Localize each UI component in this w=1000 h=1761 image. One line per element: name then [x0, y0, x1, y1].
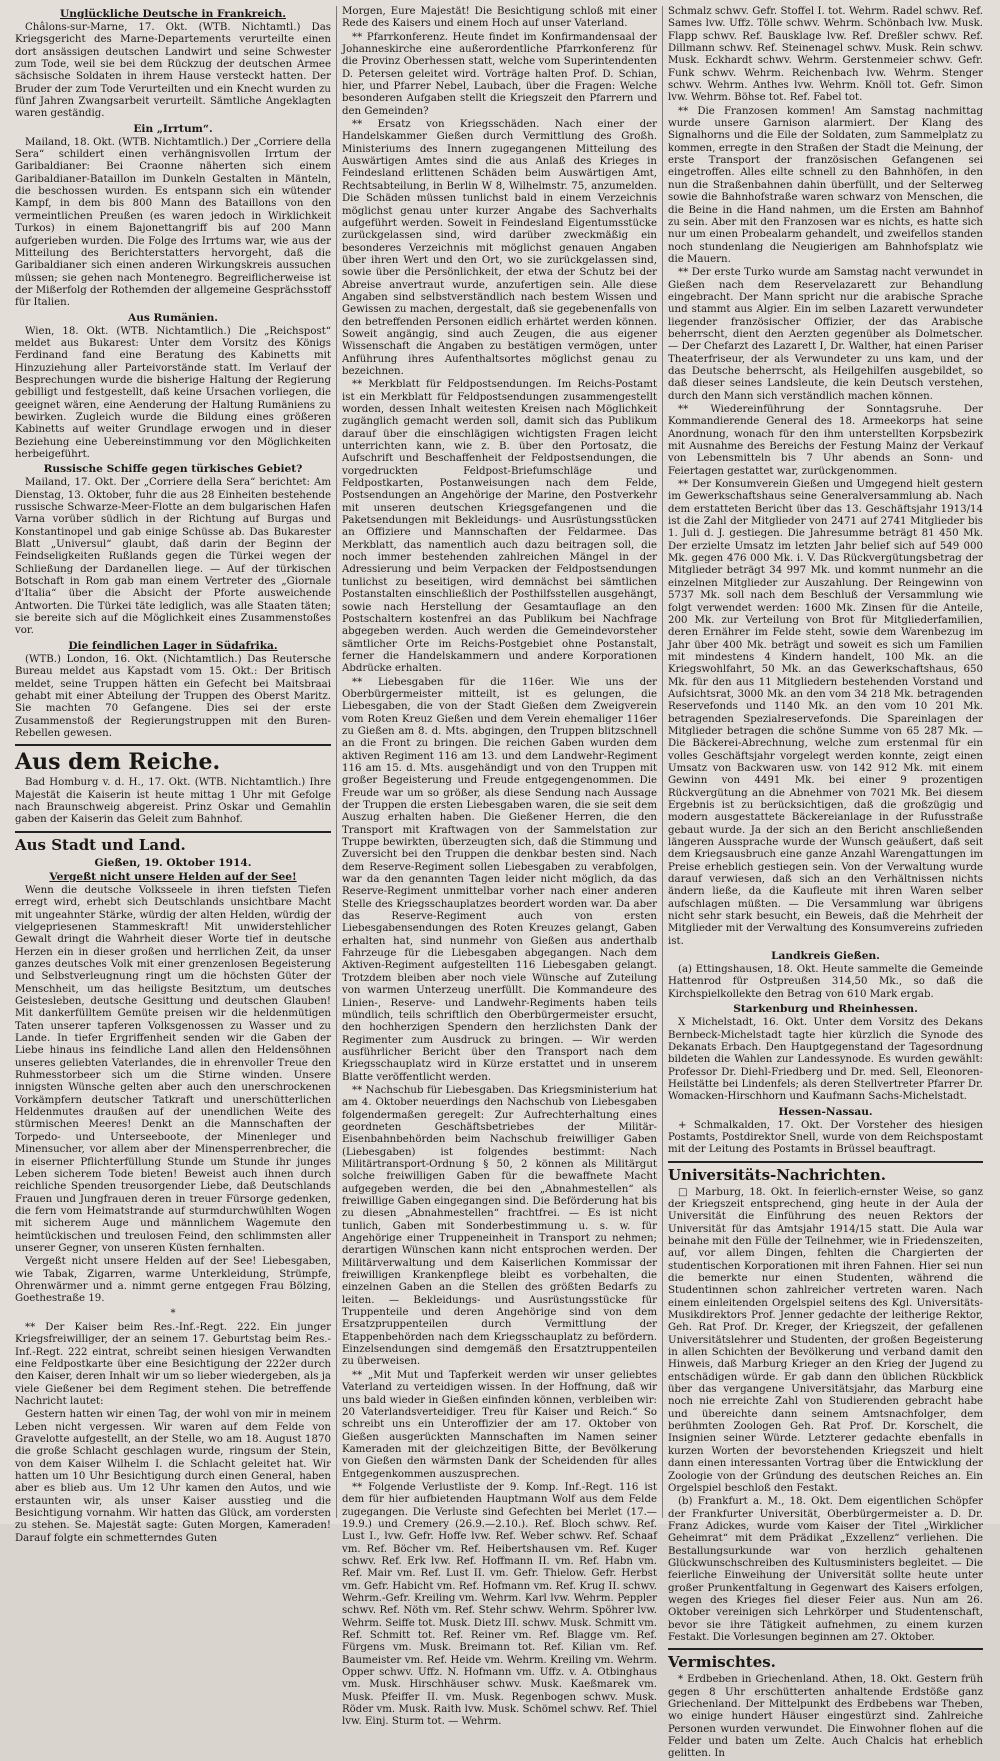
headline-unglueck: Unglückliche Deutsche in Frankreich.: [60, 8, 286, 20]
article-homburg: Bad Homburg v. d. H., 17. Okt. (WTB. Nichtamtlich.) Ihre Majestät die Kaiserin ist heute mittag 1 Uhr mit Gefolge nach Braunschweig abgereist. Prinz Oskar und Gemahlin gaben der Kaiserin das Geleit zum Bahnhof.: [15, 777, 331, 826]
column-3: [662, 6, 988, 1760]
article-turko: ** Der erste Turko wurde am Samstag nacht verwundet in Gießen nach dem Reservelazarett zur Behandlung eingebracht. Der Mann spricht nur die arabische Sprache und stammt aus Algier. Ein im selben Lazarett verwundeter liegender französischer Offizier, der das Arabische beherrscht, dient den Aerzten gegenüber als Dolmetscher. — Der Chefarzt des Lazarett I, Dr. Walther, hat einen Pariser Theaterfriseur, der als Verwundeter zu uns kam, und der das Deutsche beherrscht, als Heilgehilfen ausgebildet, so daß dieser seines Landsleute, die kein Deutsch verstehen, durch den Mann sich verständlich machen können.: [668, 267, 983, 402]
column-2: [336, 6, 662, 1728]
article-michelstadt: X Michelstadt, 16. Okt. Unter dem Vorsitz des Dekans Bernbeck-Michelstadt tagte hier kürzlich die Synode des Dekanats Erbach. Den Hauptgegenstand der Tagesordnung bildeten die Wahlen zur Landessynode. Es wurden gewählt: Professor Dr. Diehl-Friedberg und Dr. med. Sell, Eleonoren-Heilstätte bei Lindenfels; als deren Stellvertreter Pfarrer Dr. Womacken-Hirschhorn und Kaufmann Sachs-Michelstadt.: [668, 1017, 983, 1103]
headline-lager: Die feindlichen Lager in Südafrika.: [68, 639, 278, 652]
article-kaiser-letter: Gestern hatten wir einen Tag, der wohl von mir in meinem Leben nicht vergessen. Wir waren auf dem Felde von Gravelotte aufgestellt, an der Stelle, wo am 18. August 1870 die große Schlacht geschlagen wurde, ringsum der Stein, von dem Kaiser Wilhelm I. die Schlacht geleitet hat. Wir hatten um 10 Uhr Besichtigung durch einen General, haben aber es blieb aus. Um 12 Uhr kamen den Autos, und wie erstaunten wir, als unser Kaiser ausstieg und die Besichtigung vornahm. Wir hatten das Glück, am vordersten zu stehen. Se. Majestät sagte: Guten Morgen, Kameraden! Darauf folgte ein schmetterndes Guten: [15, 1409, 331, 1544]
article-konsumverein: ** Der Konsumverein Gießen und Umgegend hielt gestern im Gewerkschaftshaus seine Generalversammlung ab. Nach dem erstatteten Bericht über das 13. Geschäftsjahr 1913/14 ist die Zahl der Mitglieder von 2471 auf 2741 Mitglieder bis 1. Juli d. J. gestiegen. Die Jahresumme beträgt 81 450 Mk. Der erzielte Umsatz im letzten Jahr belief sich auf 549 000 Mk. gegen 476 000 Mk. i. V. Das Rückvergütungsbetrag der Mitglieder beträgt 34 997 Mk. und kommt nunmehr an die einzelnen Mitglieder zur Auszahlung. Der Reingewinn von 5737 Mk. soll nach dem Beschluß der Versammlung wie folgt verwendet werden: 1600 Mk. Zinsen für die Anteile, 200 Mk. zur Verteilung von Brot für Mitgliederfamilien, deren Ernährer im Felde steht, sowie dem Warenbezug im Jahr über 400 Mk. beträgt und soweit es sich um Familien mit mindestens 4 Kindern handelt, 100 Mk. an die Kriegswohlfahrt, 50 Mk. an das Gewerkschaftshaus, 650 Mk. für den aus 11 Mitgliedern bestehenden Vorstand und Aufsichtsrat, 3000 Mk. an den vom 34 218 Mk. betragenden Reservefonds und 1140 Mk. an den vom 10 201 Mk. betragenden Spezialreservefonds. Die Spareinlagen der Mitglieder betragen die schöne Summe von 65 287 Mk. — Die Bäckerei-Abrechnung, welche zum erstenmal für ein volles Geschäftsjahr vorgelegt werden konnte, zeigt einen Umsatz von Backwaren usw. von 142 912 Mk. mit einem Gewinn von 4491 Mk. bei einer 9 prozentigen Rückvergütung an die Abnehmer von 7021 Mk. Bei diesem Ergebnis ist zu berücksichtigen, daß die großzügig und modern ausgestattete Bäckereianlage in der Rufusstraße gebaut wurde. Ja der sich an den Bericht anschließenden längeren Aussprache wurde der Wunsch geäußert, daß seit dem Kriegsausbruch eine ganze Anzahl Warengattungen im Preise erheblich gestiegen sein. Von der Verwaltung wurde darauf verwiesen, daß sich an den Verhältnissen nichts ändern ließe, da die Kaufleute mit ihren Waren selber aufschlagen müßten. — Die Versammlung war übrigens nicht sehr stark besucht, ein Beweis, daß die Mehrheit der Mitglieder mit der Verwaltung des Konsumvereins zufrieden ist.: [668, 479, 983, 947]
article-chalons: Châlons-sur-Marne, 17. Okt. (WTB. Nichtamtl.) Das Kriegsgericht des Marne-Departements verurteilte einen dort ansässigen deutschen Landwirt und seine Schwester zum Tode, weil sie bei dem Rückzug der deutschen Armee sächsische Soldaten in ihrem Hause versteckt hatten. Der Bruder der zum Tode Verurteilten und ein Knecht wurden zu fünf Jahren Zwangsarbeit verurteilt. Sämtliche Angeklagten waren geständig.: [15, 22, 331, 120]
article-wien: Wien, 18. Okt. (WTB. Nichtamtlich.) Die „Reichspost“ meldet aus Bukarest: Unter dem Vorsitz des Königs Ferdinand fand eine Beratung des Kabinetts mit Hinzuziehung aller Parteivorstände statt. Im Verlauf der Besprechungen wurde die bisherige Haltung der Regierung gebilligt und festgestellt, daß keine Ursachen vorliegen, die geeignet wären, eine Aenderung der Haltung Rumäniens zu bewirken. Zugleich wurde die Bildung eines größeren Kabinetts auf weiter Grundlage erwogen und in dieser Beziehung eine Uebereinstimmung vor den Möglichkeiten herbeigeführt.: [15, 325, 331, 460]
headline-hessen: Hessen-Nassau.: [778, 1105, 873, 1118]
article-london: (WTB.) London, 16. Okt. (Nichtamtlich.) Das Reutersche Bureau meldet aus Kapstadt vom 15. Okt.: Der Britisch meldet, seine Truppen hätten ein Gefecht bei Maitsbraai gehabt mit einer Abteilung der Truppen des Oberst Maritz. Sie machten 70 Gefangene. Dies sei der erste Zusammenstoß der Regierungstruppen mit den Buren-Rebellen gewesen.: [15, 653, 331, 739]
article-kaiser-222: ** Der Kaiser beim Res.-Inf.-Regt. 222. Ein junger Kriegsfreiwilliger, der an seinem 17. Geburtstag beim Res.-Inf.-Regt. 222 eintrat, schreibt seinen hiesigen Verwandten eine Feldpostkarte über eine Besichtigung der 222er durch den Kaiser, deren Inhalt wir um so lieber wiedergeben, als ja viele Gießener bei dem Regiment stehen. Die betreffende Nachricht lautet:: [15, 1321, 331, 1408]
column-1: [10, 6, 336, 1544]
article-kaiser-cont: Morgen, Eure Majestät! Die Besichtigung schloß mit einer Rede des Kaisers und einem Hoch auf unser Vaterland.: [342, 6, 657, 30]
section-vermischtes: Vermischtes.: [668, 1648, 983, 1672]
article-verlustliste: ** Folgende Verlustliste der 9. Komp. Inf.-Regt. 116 ist dem für hier aufbietenden Hauptmann Wolf aus dem Felde zugegangen. Die Verluste sind Gefechten bei Merlet (17.—19.9.) und Cremery (26.9.—2.10.). Ref. Bloch schwv. Ref. Lust I., lvw. Gefr. Hoffe lvw. Ref. Weber schwv. Ref. Schaaf vm. Ref. Böcher vm. Ref. Heibertshausen vm. Ref. Kuger schwv. Ref. Erk lvw. Ref. Hoffmann II. vm. Ref. Habn vm. Ref. Mair vm. Ref. Lust II. vm. Gefr. Thielow. Gefr. Herbst vm. Gefr. Habicht vm. Ref. Hofmann vm. Ref. Krug II. schwv. Wehrm.-Gefr. Kreiling vm. Wehrm. Karl lvw. Wehrm. Peppler schwv. Ref. Nöth vm. Ref. Stehr schwv. Wehrm. Spöhrer lvw. Wehrm. Seiffe tot. Musk. Dietz III. schwv. Musk. Schmitt vm. Ref. Schmitt tot. Ref. Reiner vm. Ref. Blagge vm. Ref. Fürgens vm. Musk. Breimann tot. Ref. Kilian vm. Ref. Baumeister vm. Ref. Heide vm. Wehrm. Kreiling vm. Wehrm. Opper schwv. Uffz. N. Hofmann vm. Uffz. v. A. Otbinghaus vm. Musk. Hirschhäuser schwv. Musk. Kaeßmarek vm. Musk. Pfeiffer II. vm. Musk. Regenbogen schwv. Musk. Röder vm. Musk. Raith lvw. Musk. Schömel schwv. Ref. Thiel lvw. Einj. Sturm tot. — Wehrm.: [342, 1481, 657, 1728]
dateline: Gießen, 19. Oktober 1914.: [94, 856, 252, 869]
article-pfarrkonferenz: ** Pfarrkonferenz. Heute findet im Konfirmandensaal der Johanneskirche eine außerordentliche Pfarrkonferenz für die Provinz Oberhessen statt, welche vom Superintendenten D. Petersen geleitet wird. Vorträge halten Prof. D. Schian, hier, und Pfarrer Nebel, Laubach, über die Fragen: Welche besonderen Aufgaben stellt die Kriegszeit den Pfarrern und den Gemeinden?: [342, 31, 657, 117]
article-sonntagsruhe: ** Wiedereinführung der Sonntagsruhe. Der Kommandierende General des 18. Armeekorps hat seine Anordnung, wonach für den ihm unterstellten Korpsbezirk mit Ausnahme des Bereichs der Festung Mainz der Verkauf von Lebensmitteln bis 7 Uhr abends an Sonn- und Feiertagen gestattet war, zurückgenommen.: [668, 404, 983, 477]
article-liebesgaben-116: ** Liebesgaben für die 116er. Wie uns der Oberbürgermeister mitteilt, ist es gelungen, die Liebesgaben, die von der Stadt Gießen dem Zweigverein vom Roten Kreuz Gießen und dem Verein ehemaliger 116er zu Gießen am 8. d. Mts. abgingen, den Truppen blitzschnell an die Front zu bringen. Die reichen Gaben wurden dem aktiven Regiment 116 am 13. und dem Landwehr-Regiment 116 am 15. d. Mts. ausgehändigt und von den Truppen mit großer Begeisterung und Freude entgegengenommen. Die Freude war um so größer, als diese Sendung nach Aussage der Truppen die ersten Liebesgaben waren, die sie seit dem Auszug erhalten haben. Die Gießener Herren, die den Transport mit Kraftwagen von der Sammelstation zur Truppe bewirkten, überzeugten sich, daß die Stimmung und Zuversicht bei den Truppen die denkbar besten sind. Nach dem Reserve-Regiment sollen Liebesgaben zu verabfolgen, war da den genannten Tagen leider nicht möglich, da das Reserve-Regiment unmittelbar vorher nach einer anderen Stelle des Kriegsschauplatzes beordert worden war. Da aber das Reserve-Regiment auch von ersten Liebesgabensendungen des Roten Kreuzes gelangt, Gaben erhalten hat, sind nunmehr von Gießen aus anderthalb Fahrzeuge für die Liebesgaben abgegangen. Nach dem Aktiven-Regiment aufgestellten 116 Liebesgaben gelangt. Trotzdem bleiben aber noch viele Wünsche auf Zuteilung von warmen Unterzeug unerfüllt. Die Kommandeure des Linien-, Reserve- und Landwehr-Regiments haben teils mündlich, teils schriftlich den Oberbürgermeister ersucht, den hochherzigen Spendern den herzlichsten Dank der Regimenter zum Ausdruck zu bringen. — Wir werden ausführlicher Bericht über den Transport nach dem Kriegsschauplatz wird in Kürze erstattet und in unserem Blatte veröffentlicht werden.: [342, 676, 657, 1083]
article-mailand-irrtum: Mailand, 18. Okt. (WTB. Nichtamtlich.) Der „Corriere della Sera“ schildert einen verhängnisvollen Irrtum der Garibaldianer: Bei Craonne näherten sich einem Garibaldianer-Bataillon im Dunkeln Gestalten in Mänteln, die beschossen wurden. Es entspann sich ein wütender Kampf, in dem bis 800 Mann des Bataillons von den vermeintlichen Preußen (es waren jedoch in Wirklichkeit Turkos) in einem Bajonettangriff bis auf 200 Mann aufgerieben wurden. Die Folge des Irrtums war, wie aus der Mitteilung des Berichterstatters hervorgeht, daß die Garibaldianer sich einen anderen Wirkungskreis aussuchen müssen; sie gehen nach Montenegro. Begreiflicherweise ist der Mißerfolg der Rothemden der allgemeine Gesprächsstoff für Italien.: [15, 136, 331, 309]
article-ettingshausen: (a) Ettingshausen, 18. Okt. Heute sammelte die Gemeinde Hattenrod für Ostpreußen 314,50 Mk., so daß die Kirchspielkollekte den Betrag von 610 Mark ergab.: [668, 964, 983, 1000]
article-nachschub: ** Nachschub für Liebesgaben. Das Kriegsministerium hat am 4. Oktober neuerdings den Nachschub von Liebesgaben folgendermaßen geregelt: Zur Aufrechterhaltung eines geordneten Geschäftsbetriebes der Militär-Eisenbahnbehörden beim Nachschub freiwilliger Gaben (Liebesgaben) ist folgendes bestimmt: Nach Militärtransport-Ordnung § 50, 2 können als Militärgut solche freiwilligen Gaben für die bewaffnete Macht aufgegeben werden, die bei den „Abnahmestellen“ als freiwillige Gaben eingegangen sind. Die Beförderung hat bis zu diesen „Abnahmestellen“ frachtfrei. — Es ist nicht tunlich, Gaben mit Sonderbestimmung u. s. w. für Angehörige einer Truppeneinheit in Transport zu nehmen; derartigen Wünschen kann nicht entsprochen werden. Der Militärverwaltung und dem Kaiserlichen Kommissar der freiwilligen Krankenpflege bleibt es vorbehalten, die einzelnen Gaben an die Stellen des größten Bedarfs zu leiten. — Bekleidungs- und Ausrüstungsstücke für Truppenteile und deren Angehörige sind von dem Ersatzpruppenteilen durch Vermittlung der Etappenbehörden nach dem Kriegsschauplatz zu befördern. Einzelsendungen sind demgemäß den Ersatztruppenteilen zu überweisen.: [342, 1084, 657, 1368]
headline-starkenburg: Starkenburg und Rheinhessen.: [733, 1003, 918, 1016]
headline-rumaenien: Aus Rumänien.: [127, 311, 218, 324]
headline-schiffe: Russische Schiffe gegen türkisches Gebiet?: [43, 463, 303, 476]
article-kriegsschaeden: ** Ersatz von Kriegsschäden. Nach einer der Handelskammer Gießen durch Vermittlung des Großh. Ministeriums des Innern zugegangenen Mitteilung des Auswärtigen Amtes sind die aus Anlaß des Krieges in Feindesland erlittenen Schäden beim Auswärtigen Amt, Rechtsabteilung, in Berlin W 8, Wilhelmstr. 75, anzumelden. Die Schäden müssen tunlichst bald in einem Verzeichnis möglichst genau unter kurzer Angabe des Sachverhalts aufgeführt werden. Soweit in Feindesland Eigentumsstücke zurückgelassen sind, wird darüber zweckmäßig ein besonderes Verzeichnis mit möglichst genauen Angaben über ihren Wert und den Ort, wo sie zurückgelassen sind, sowie über die Persönlichkeit, der etwa der Schutz bei der Abreise anvertraut wurde, anzufertigen sein. Alle diese Angaben sind selbstverständlich nach bestem Wissen und Gewissen zu machen, dergestalt, daß sie gegebenenfalls von den betreffenden Personen eidlich erhärtet werden können. Soweit angängig, sind auch Zeugen, die aus eigener Wissenschaft die Angaben zu bestätigen vermögen, unter Anführung ihres Aufenthaltsortes möglichst genau zu bezeichnen.: [342, 119, 657, 377]
article-mut-tapferkeit: ** „Mit Mut und Tapferkeit werden wir unser geliebtes Vaterland zu verteidigen wissen. In der Hoffnung, daß wir uns bald wieder in Gießen einfinden können, verbleiben wir: 20 Vaterlandsverteidiger. Treu für Kaiser und Reich.“ So schreibt uns ein Unteroffizier der am 17. Oktober von Gießen ausgerückten Mannschaften im Namen seiner Kameraden mit der gleichzeitigen Bitte, der Bevölkerung von Gießen den wärmsten Dank der Scheidenden für alles Entgegenkommen auszusprechen.: [342, 1369, 657, 1480]
headline-irrtum: Ein „Irrtum“.: [133, 122, 213, 135]
separator-star: *: [170, 1307, 176, 1319]
section-aus-dem-reiche: Aus dem Reiche.: [15, 744, 331, 775]
section-universitaet: Universitäts-Nachrichten.: [668, 1161, 983, 1185]
article-erdbeben: * Erdbeben in Griechenland. Athen, 18. Okt. Gestern früh gegen 8 Uhr erschütterten anhaltende Erdstöße ganz Griechenland. Der Mittelpunkt des Erdbebens war Theben, wo einige hundert Häuser eingestürzt sind. Zahlreiche Personen wurden verwundet. Die Einwohner flohen auf die Felder und baten um Zelte. Auch Chalcis hat erheblich gelitten. In: [668, 1674, 983, 1760]
article-merkblatt: ** Merkblatt für Feldpostsendungen. Im Reichs-Postamt ist ein Merkblatt für Feldpostsendungen zusammengestellt worden, dessen Inhalt weitesten Kreisen nach Möglichkeit zugänglich gemacht werden soll, damit sich das Publikum darauf über die einschlägigen wichtigsten Fragen leicht unterrichten kann, wie z. B. über den Portosatz, die Aufschrift und Beschaffenheit der Feldpostsendungen, die vorgedruckten Feldpost-Briefumschläge und Feldpostkarten, Postanweisungen nach dem Felde, Postsendungen an Angehörige der Marine, den Postverkehr mit unseren deutschen Kriegsgefangenen und die Paketsendungen mit Bekleidungs- und Ausrüstungsstücken an Offiziere und Mannschaften der Feldarmee. Das Merkblatt, das namentlich auch dazu beitragen soll, die noch immer bestehenden zahlreichen Mängel in der Adressierung und beim Verpacken der Feldpostsendungen tunlichst zu beseitigen, wird demnächst bei sämtlichen Postanstalten einschließlich der Posthilfsstellen ausgehängt, sowie nach Herstellung der Gesamtauflage an den Postschaltern kostenfrei an das Publikum bei Nachfrage abgegeben werden. Auch werden die Gemeindevorsteher sämtlicher Orte im Reichs-Postgebiet ohne Postanstalt, ferner die Handelskammern und andere Korporationen Abdrücke erhalten.: [342, 379, 657, 675]
article-schmalkalden: + Schmalkalden, 17. Okt. Der Vorsteher des hiesigen Postamts, Postdirektor Snell, wurde von dem Reichspostamt mit der Leitung des Postamts in Brüssel beauftragt.: [668, 1119, 983, 1156]
article-vergesst-appeal: Vergeßt nicht unsere Helden auf der See! Liebesgaben, wie Tabak, Zigarren, warme Unterkleidung, Strümpfe, Ohrenwärmer und a. nimmt gerne entgegen Frau Bölzing, Goethestraße 19.: [15, 1256, 331, 1305]
article-marburg: □ Marburg, 18. Okt. In feierlich-ernster Weise, so ganz der Kriegszeit entsprechend, ging heute in der Aula der Universität die Einführung des neuen Rektors der Universität für das Amtsjahr 1914/15 statt. Die Aula war beinahe mit den Fülle der Teilnehmer, wie in Friedenszeiten, auf, vor allem Dingen, fehlten die Chargierten der studentischen Korporationen mit ihren Fahnen. Hier sei nun die bemerkte nur einen Studenten, während die Studentinnen schon zahlreicher vertreten waren. Nach einem einleitenden Orgelspiel seitens des Kgl. Universitäts-Musikdirektors Prof. Jenner gedachte der leitherige Rektor, Geh. Rat Prof. Dr. Kreger, der Kriegszeit, der gefallenen Universitätslehrer und Studenten, der großen Begeisterung in allen Schichten der Bevölkerung und verband damit den Hinweis, daß Marburg Krieger an den Krieg der Jugend zu entschädigen würde. Er gab dann den üblichen Rückblick über das vergangene Universitätsjahr, das Marburg eine noch nie erreichte Zahl von Studierenden gebracht habe und übereichte dann seinem Amtsnachfolger, dem berühmten Zoologen Geh. Rat Prof. Dr. Korschelt, die Insignien seiner Würde. Letzterer gedachte ebenfalls in kurzen Worten der bevorstehenden Kriegszeit und hielt dann einen interessanten Vortrag über die Entwicklung der Zoologie von der Gründung des deutschen Reiches an. Ein Orgelspiel beschloß den Festakt.: [668, 1186, 984, 1494]
article-verlustliste-cont: Schmalz schwv. Gefr. Stoffel I. tot. Wehrm. Radel schwv. Ref. Sames lvw. Uffz. Tölle schwv. Wehrm. Schönbach lvw. Musk. Flapp schwv. Ref. Bausklage lvw. Ref. Dreßler schwv. Ref. Dillmann schwv. Ref. Steinenagel schwv. Musk. Rein schwv. Musk. Eckhardt schwv. Wehrm. Gerstenmeier schwv. Gefr. Funk schwv. Wehrm. Reichenbach lvw. Wehrm. Stenger schwv. Wehrm. Anthes lvw. Wehrm. Knöll tot. Gefr. Simon lvw. Wehrm. Böhse tot. Ref. Fabel tot.: [668, 6, 983, 104]
article-franzosen: ** Die Franzosen kommen! Am Samstag nachmittag wurde unsere Garnison alarmiert. Der Klang des Signalhorns und die Eile der Soldaten, zum Sammelplatz zu kommen, erregte in den Straßen der Stadt die Meinung, der erste Transport der französischen Gefangenen sei eingetroffen. Alles eilte schnell zu den Bahnhöfen, in den nun die Straßenbahnen dahin überfüllt, und der Selterweg sowie die Bahnhofstraße waren schwarz von Menschen, die die Beine in die Hand nahmen, um die Ersten am Bahnhof zu sein. Aber mit den Franzosen war es nichts, es hatte sich nur um einen Probealarm gehandelt, und zweifellos standen noch stundenlang die Neugierigen am Bahnhofsplatz wie die Mauern.: [668, 105, 983, 265]
headline-landkreis: Landkreis Gießen.: [771, 950, 880, 963]
section-aus-stadt-und-land: Aus Stadt und Land.: [15, 831, 331, 855]
headline-vergesst: Vergeßt nicht unsere Helden auf der See!: [49, 870, 297, 883]
article-frankfurt: (b) Frankfurt a. M., 18. Okt. Dem eigentlichen Schöpfer der Frankfurter Universität, Oberbürgermeister a. D. Dr. Franz Adickes, wurde vom Kaiser der Titel „Wirklicher Geheimrat“ mit dem Prädikat „Exzellenz“ verliehen. Die Bestallungsurkunde war von herzlich gehaltenen Glückwunschschreiben des Kultusministers begleitet. — Die feierliche Einweihung der Universität sollte heute unter großer Prunkentfaltung in Gegenwart des Kaisers erfolgen, wegen des Krieges fiel dieser Feier aus. Nun am 26. Oktober vereinigen sich Lehrkörper und Studentenschaft, bevor sie ihre Tätigkeit aufnehmen, zu einem kurzen Festakt. Die Vorlesungen beginnen am 27. Oktober.: [668, 1496, 983, 1643]
article-vergesst: Wenn die deutsche Volksseele in ihren tiefsten Tiefen erregt wird, erhebt sich Deutschlands unsichtbare Macht mit ungeahnter Stärke, würdig der alten Helden, würdig der vielgepriesenen Stammeskraft! Mit unwiderstehlicher Gewalt dringt die Wahrheit dieser Worte tief in deutsche Herzen ein in dieser großen und herrlichen Zeit, da unser ganzes deutsches Volk mit einer grenzenlosen Begeisterung und Selbstverleugnung ringt um die höchsten Güter der Menschheit, um das heiligste Besitztum, um deutsches Geistesleben, deutsche Gesittung und deutschen Glauben! Mit dankerfülltem Gemüte preisen wir die heldenmütigen Taten unserer tapferen Volksgenossen zu Wasser und zu Lande. In tiefer Ergriffenheit senden wir die Gaben der Liebe hinaus ins feindliche Land allen den Heldensöhnen unseres geliebten Vaterlandes, die in ehrenvoller Treue den Ruhmesstorbeer sich um die Stirne winden. Unsere innigsten Wünsche gelten aber auch den unerschrockenen Vorkämpfern deutscher Tatkraft und unerschütterlichen Heldenmutes draußen auf der unendlichen Weite des stürmischen Meeres! Denkt an die Mannschaften der Torpedo- und Unterseeboote, der Minenleger und Minensucher, vor allem aber der Minensperrenbrecher, die in eiserner Pflichterfüllung Stunde um Stunde ihr junges Leben sicherem Tode bieten! Beweist auch ihnen durch reichliche Spenden treusorgender Liebe, daß Deutschlands Frauen und Jungfrauen deren in treuer Fürsorge gedenken, die fern vom Heimatstrande auf sturmdurchwühlten Wogen mit sicherem Auge und männlichem Wagemute den heimtückischen und treulosen Feind, den schlimmsten aller unserer Gegner, von unseren Küsten fernhalten.: [15, 884, 331, 1254]
article-mailand-schiffe: Mailand, 17. Okt. Der „Corriere della Sera“ berichtet: Am Dienstag, 13. Oktober, fuhr die aus 28 Einheiten bestehende russische Schwarze-Meer-Flotte an dem bulgarischen Hafen Varna vorüber südlich in der Richtung auf Burgas und Konstantinopel und gab einige Schüsse ab. Das Bukarester Blatt „Universul“ glaubt, daß darin der Beginn der Feindseligkeiten Rußlands gegen die Türkei wegen der Schließung der Dardanellen liege. — Auf der türkischen Botschaft in Rom gab man einem Vertreter des „Giornale d'Italia“ über die Absicht der Pforte ausweichende Antworten. Die Türkei täte lediglich, was alle Staaten täten; sie bereite sich auf die Möglichkeit eines Zusammenstoßes vor.: [15, 477, 331, 637]
columns: [10, 6, 990, 1760]
